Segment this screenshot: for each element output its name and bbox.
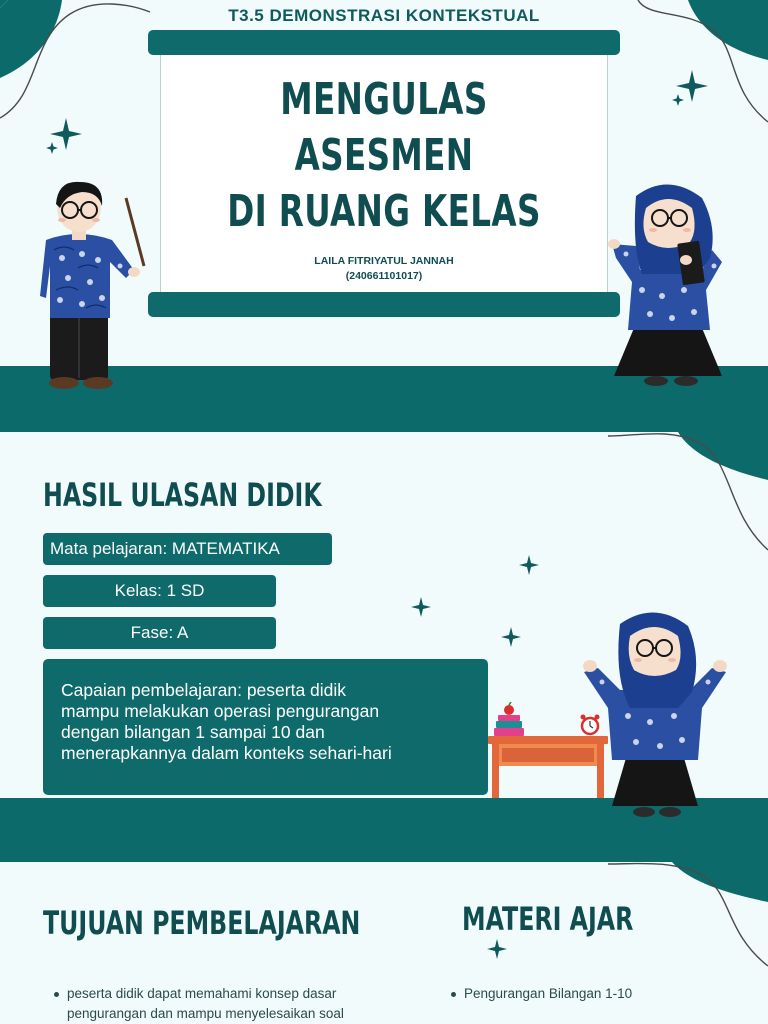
sparkle-icon [410,596,432,618]
review-slide [0,432,768,862]
title-line-2: DI RUANG KELAS [227,186,541,237]
plan-slide [0,862,768,1024]
goals-list [52,984,432,1024]
phase-label: Fase: A [43,617,276,649]
author-name: LAILA FITRIYATUL JANNAH [314,255,454,267]
author-block [160,254,608,284]
learning-outcome-line: mampu melakukan operasi pengurangan [61,701,380,721]
goals-item-line: pengurangan dan mampu menyelesaikan soal [67,1006,344,1021]
sparkle-icon [486,938,508,960]
grade-label: Kelas: 1 SD [43,575,276,607]
sparkle-icon [500,626,522,648]
goals-heading: TUJUAN PEMBELAJARAN [43,904,361,942]
course-code: T3.5 DEMONSTRASI KONTEKSTUAL [228,6,540,25]
learning-outcome-line: Capaian pembelajaran: peserta didik [61,680,347,700]
material-list [449,984,749,1004]
goals-item-line: peserta didik dapat memahami konsep dasar [67,986,337,1001]
cover-slide [0,0,768,432]
teacher-female-illustration [606,178,730,390]
sparkle-icon [670,68,710,108]
teacher-female-illustration [580,608,730,822]
learning-outcome-line: dengan bilangan 1 sampai 10 dan [61,722,325,742]
title-line-1: MENGULAS ASESMEN [280,74,488,181]
sparkle-icon [518,554,540,576]
teacher-male-illustration [38,178,153,390]
learning-outcome-box [43,659,488,795]
whiteboard-top-rod [148,30,620,55]
author-id: (240661101017) [345,270,423,282]
subject-label: Mata pelajaran: MATEMATIKA [43,533,332,565]
sparkle-icon [44,116,84,156]
page-title [218,72,550,240]
learning-outcome-line: menerapkannya dalam konteks sehari-hari [61,743,392,763]
corner-decoration-top-right [608,432,768,562]
whiteboard-bottom-rod [148,292,620,317]
list-item: Pengurangan Bilangan 1-10 [449,984,749,1004]
section-heading: HASIL ULASAN DIDIK [43,476,322,514]
material-heading: MATERI AJAR [462,900,634,938]
list-item [52,984,432,1024]
